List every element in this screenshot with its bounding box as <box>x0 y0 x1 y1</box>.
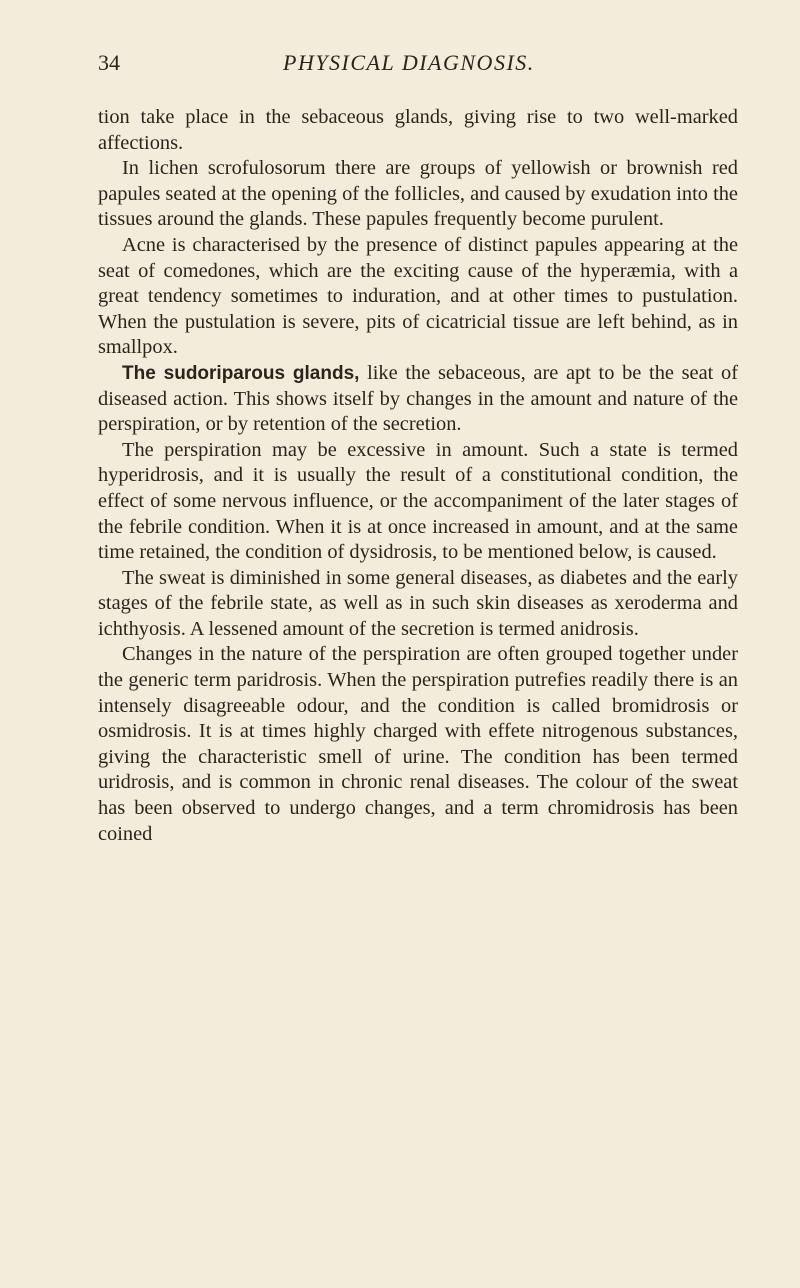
paragraph-text: The perspiration may be excessive in amount. Such a state is termed hyperidrosis, and it is usually the result of a constitutional condition, the effect of some nervous influence, or the accompaniment of the later stages of the febrile condition. When it is at once increased in amount, and at the same time retained, the condition of dysidrosis, to be mentioned below, is caused. <box>98 438 738 564</box>
body-text <box>98 105 738 847</box>
paragraph-text: tion take place in the sebaceous glands, giving rise to two well-marked affections. <box>98 106 738 154</box>
paragraph <box>98 566 738 643</box>
paragraph-text: In lichen scrofulosorum there are groups of yellowish or brownish red papules seated at the opening of the follicles, and caused by exudation into the tissues around the glands. These papules frequently become purulent. <box>98 157 738 231</box>
paragraph <box>98 156 738 233</box>
page-number: 34 <box>98 50 120 75</box>
paragraph <box>98 438 738 566</box>
section-lead: The sudoriparous glands, <box>122 362 360 384</box>
paragraph <box>98 361 738 438</box>
paragraph-text: Changes in the nature of the perspiration are often grouped together under the generic term paridrosis. When the perspiration putrefies readily there is an intensely disagreeable odour, and the condition is called bromidrosis or osmidrosis. It is at times highly charged with effete nitrogenous substances, giving the characteristic smell of urine. The condition has been termed uridrosis, and is common in chronic renal diseases. The colour of the sweat has been observed to undergo changes, and a term chromidrosis has been coined <box>98 643 738 845</box>
paragraph-text: like the sebaceous, are apt to be the seat of diseased action. This shows itself by changes in the amount and nature of the perspiration, or by retention of the secretion. <box>98 361 738 436</box>
paragraph <box>98 642 738 847</box>
paragraph <box>98 105 738 156</box>
page-header <box>98 50 738 84</box>
paragraph-text: Acne is characterised by the presence of distinct papules appearing at the seat of comedones, which are the exciting cause of the hyperæmia, with a great tendency sometimes to induration, and at other times to pustulation. When the pustulation is severe, pits of cicatricial tissue are left behind, as in smallpox. <box>98 233 738 359</box>
paragraph <box>98 233 738 361</box>
running-head: PHYSICAL DIAGNOSIS. <box>283 50 535 75</box>
paragraph-text: The sweat is diminished in some general diseases, as diabetes and the early stages of the febrile state, as well as in such skin diseases as xeroderma and ichthyosis. A lessened amount of the secretion is termed anidrosis. <box>98 566 738 640</box>
